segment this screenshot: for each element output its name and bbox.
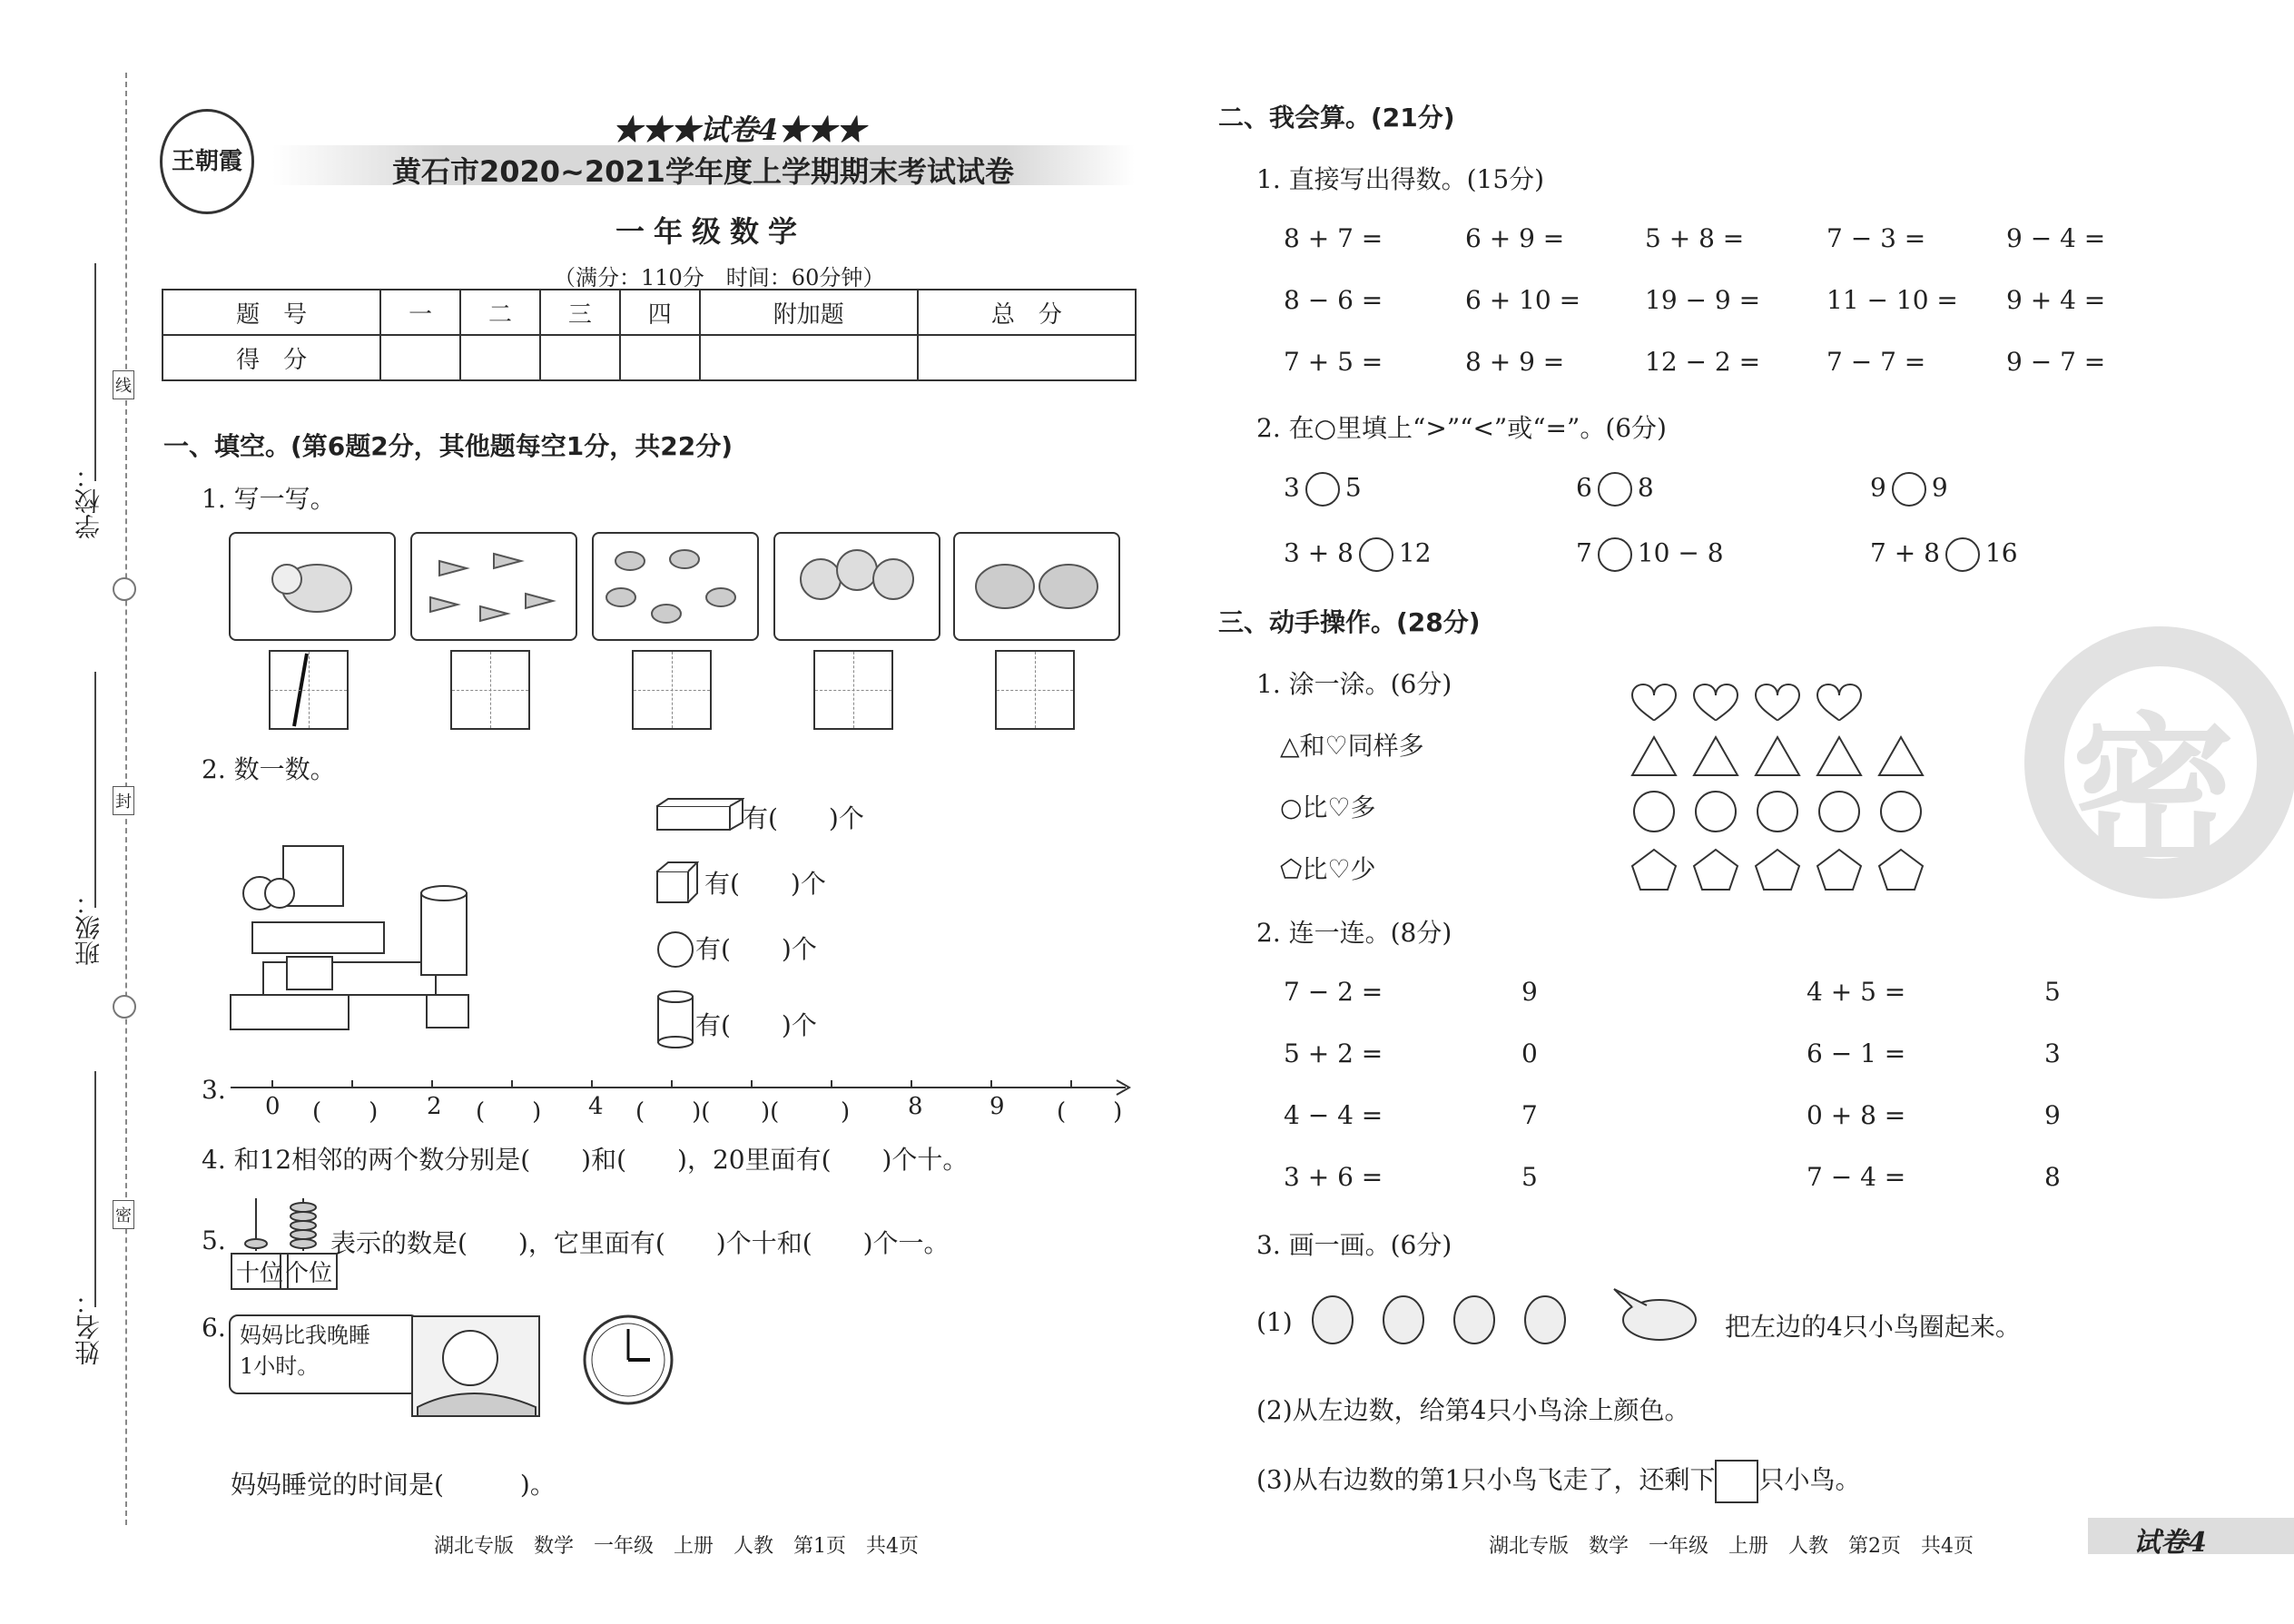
heart-shape [1632, 684, 1676, 721]
nl-blank[interactable]: )( [737, 1098, 780, 1126]
binding-hole-icon [113, 995, 136, 1019]
nl-label: 9 [989, 1093, 1005, 1120]
triangle-shape [1632, 737, 1676, 775]
match-left-expr[interactable]: 3 + 6 = [1284, 1162, 1383, 1192]
q6-label: 6. [202, 1313, 226, 1343]
compare-item [1284, 472, 1362, 507]
compare-circle[interactable] [1359, 537, 1393, 572]
heart-shape [1756, 684, 1799, 721]
writing-grid-1[interactable] [269, 650, 349, 730]
compare-right: 10 − 8 [1637, 537, 1724, 568]
q3-3-text [1256, 1460, 1861, 1503]
class-blank [94, 672, 96, 908]
compare-right: 16 [1984, 537, 2018, 568]
q5-text: 表示的数是( )，它里面有( )个十和( )个一。 [330, 1228, 950, 1258]
cube-count: 有( )个 [704, 869, 826, 899]
match-left-num[interactable]: 0 [1521, 1038, 1538, 1068]
cylinder-icon [655, 989, 695, 1049]
binding-hole-icon [113, 577, 136, 601]
sheep-picture [229, 532, 396, 641]
pentagon-shape [1632, 850, 1676, 890]
compare-right: 12 [1398, 537, 1432, 568]
score-table [162, 289, 1137, 381]
block-stack-figure [227, 835, 508, 1044]
bears-picture [773, 532, 940, 641]
calc-item[interactable]: 9 − 7 = [2006, 347, 2106, 377]
match-left-expr[interactable]: 5 + 2 = [1284, 1038, 1383, 1068]
q3-3-suffix: 只小鸟。 [1758, 1464, 1861, 1495]
score-header: 总 分 [918, 290, 1136, 335]
q3-2-text: (2)从左边数，给第4只小鸟涂上颜色。 [1256, 1395, 1690, 1425]
abacus-icon [231, 1195, 330, 1255]
match-left-expr[interactable]: 7 − 2 = [1284, 977, 1383, 1007]
compare-circle[interactable] [1598, 537, 1632, 572]
calc-item[interactable]: 19 − 9 = [1645, 285, 1761, 315]
compare-left: 9 [1870, 472, 1886, 503]
calc-item[interactable]: 9 + 4 = [2006, 285, 2106, 315]
calc-item[interactable]: 8 − 6 = [1284, 285, 1383, 315]
compare-item [1284, 537, 1432, 572]
class-label: 班级： [74, 890, 103, 966]
s2-q2-label: 2. 在○里填上“>”“<”或“=”。(6分) [1256, 413, 1667, 443]
score-header: 附加题 [700, 290, 918, 335]
compare-circle[interactable] [1305, 472, 1340, 507]
score-header: 一 [380, 290, 460, 335]
match-right-expr[interactable]: 6 − 1 = [1807, 1038, 1906, 1068]
writing-grid-4[interactable] [813, 650, 893, 730]
cuboid-count: 有( )个 [743, 803, 864, 833]
calc-item[interactable]: 7 + 5 = [1284, 347, 1383, 377]
compare-circle[interactable] [1892, 472, 1926, 507]
circle-shape [1819, 792, 1859, 832]
match-right-num[interactable]: 3 [2044, 1038, 2061, 1068]
compare-right: 5 [1344, 472, 1362, 503]
answer-box[interactable] [1715, 1460, 1758, 1503]
calc-item[interactable]: 12 − 2 = [1645, 347, 1761, 377]
triangle-shape [1756, 737, 1799, 775]
score-header: 四 [620, 290, 700, 335]
q1-label: 1. 写一写。 [202, 484, 336, 514]
calc-item[interactable]: 9 − 4 = [2006, 223, 2106, 253]
match-right-num[interactable]: 5 [2044, 977, 2061, 1007]
compare-left: 7 [1576, 537, 1592, 568]
nl-blank[interactable]: ( ) [312, 1098, 379, 1126]
writing-grid-2[interactable] [450, 650, 530, 730]
compare-left: 7 + 8 [1870, 537, 1940, 568]
compare-left: 3 [1284, 472, 1300, 503]
name-blank [94, 1071, 96, 1307]
q4-text: 4. 和12相邻的两个数分别是( )和( )，20里面有( )个十。 [202, 1145, 969, 1175]
paper-badge: ★★★试卷4★★★ [613, 113, 866, 147]
fish-picture [592, 532, 759, 641]
nl-blank[interactable]: ( ) [1057, 1098, 1123, 1126]
match-left-num[interactable]: 5 [1521, 1162, 1538, 1192]
nl-label: 8 [908, 1093, 923, 1120]
subject-title: 一年级数学 [615, 214, 807, 249]
pentagon-shape [1694, 850, 1738, 890]
score-header: 题 号 [162, 290, 380, 335]
compare-left: 3 + 8 [1284, 537, 1354, 568]
footer-left: 湖北专版 数学 一年级 上册 人教 第1页 共4页 [434, 1535, 919, 1558]
cylinder-count: 有( )个 [695, 1010, 817, 1040]
nl-label: 2 [427, 1093, 442, 1120]
compare-item [1576, 472, 1654, 507]
bubble-line: 1小时。 [240, 1353, 320, 1379]
pentagon-shape [1879, 850, 1923, 890]
score-cell[interactable] [540, 335, 620, 380]
score-cell[interactable] [700, 335, 918, 380]
sleeping-girl-picture [409, 1307, 545, 1434]
calc-item[interactable]: 6 + 9 = [1465, 223, 1565, 253]
calc-item[interactable]: 6 + 10 = [1465, 285, 1581, 315]
watermark-text: 密 [2072, 699, 2236, 889]
paper-meta: （满分：110分 时间：60分钟） [554, 265, 885, 290]
match-right-num[interactable]: 8 [2044, 1162, 2061, 1192]
abacus-ones-label: 个位 [280, 1253, 338, 1290]
pentagon-shape [1817, 850, 1861, 890]
match-right-expr[interactable]: 4 + 5 = [1807, 977, 1906, 1007]
circle-shape [1881, 792, 1921, 832]
score-cell[interactable] [918, 335, 1136, 380]
name-label: 姓名： [74, 1289, 103, 1365]
score-cell[interactable] [460, 335, 540, 380]
color-instruction: △和♡同样多 [1280, 731, 1424, 761]
triangle-shape [1817, 737, 1861, 775]
s3-q2-label: 2. 连一连。(8分) [1256, 918, 1452, 948]
s2-q1-label: 1. 直接写出得数。(15分) [1256, 164, 1545, 194]
match-left-num[interactable]: 9 [1521, 977, 1538, 1007]
brand-logo: 王朝霞 [160, 109, 254, 214]
sphere-icon [655, 930, 695, 969]
calc-item[interactable]: 8 + 9 = [1465, 347, 1565, 377]
paper-title: 黄石市2020~2021学年度上学期期末考试试卷 [392, 154, 1014, 189]
compare-circle[interactable] [1945, 537, 1980, 572]
color-instruction: ○比♡多 [1280, 792, 1376, 822]
score-header: 二 [460, 290, 540, 335]
clock-icon [581, 1313, 675, 1407]
triangle-shape [1879, 737, 1923, 775]
compare-item [1870, 537, 2018, 572]
q3-label: 3. [202, 1075, 226, 1105]
compare-item [1870, 472, 1948, 507]
nl-blank[interactable]: ) [817, 1098, 851, 1126]
section2-title: 二、我会算。(21分) [1218, 103, 1455, 133]
cube-icon [655, 861, 699, 906]
pentagon-shape [1756, 850, 1799, 890]
calc-item[interactable]: 8 + 7 = [1284, 223, 1383, 253]
heart-shape [1694, 684, 1738, 721]
sphere-count: 有( )个 [695, 934, 817, 964]
seal-mark: 封 [113, 786, 134, 815]
birds-row-figure[interactable] [1296, 1280, 1723, 1353]
q2-label: 2. 数一数。 [202, 754, 336, 784]
bubble-line: 妈妈比我晚睡 [240, 1323, 370, 1348]
footer-right: 湖北专版 数学 一年级 上册 人教 第2页 共4页 [1489, 1535, 1974, 1558]
score-header: 三 [540, 290, 620, 335]
section1-title: 一、填空。(第6题2分，其他题每空1分，共22分) [163, 431, 733, 461]
calc-item[interactable]: 7 − 3 = [1826, 223, 1926, 253]
match-right-expr[interactable]: 0 + 8 = [1807, 1100, 1906, 1130]
nl-label: 4 [588, 1093, 604, 1120]
s3-q3-label: 3. 画一画。(6分) [1256, 1230, 1452, 1260]
q6-answer: 妈妈睡觉的时间是( )。 [231, 1470, 556, 1500]
writing-grid-5[interactable] [995, 650, 1075, 730]
q3-3-prefix: (3)从右边数的第1只小鸟飞走了，还剩下 [1256, 1464, 1716, 1495]
heart-shape [1817, 684, 1861, 721]
line-mark: 线 [113, 370, 134, 399]
calc-item[interactable]: 7 − 7 = [1826, 347, 1926, 377]
score-cell[interactable] [380, 335, 460, 380]
writing-grid-3[interactable] [632, 650, 712, 730]
q3-1-label: (1) [1256, 1307, 1293, 1337]
school-blank [94, 263, 96, 481]
birds-picture [410, 532, 577, 641]
s3-q1-label: 1. 涂一涂。(6分) [1256, 669, 1452, 699]
triangle-shape [1694, 737, 1738, 775]
circle-shape [1696, 792, 1736, 832]
compare-right: 8 [1637, 472, 1654, 503]
cuboid-icon [655, 797, 744, 832]
color-instruction: ⬠比♡少 [1280, 854, 1376, 884]
match-right-num[interactable]: 9 [2044, 1100, 2061, 1130]
speech-bubble [229, 1314, 419, 1394]
section3-title: 三、动手操作。(28分) [1218, 607, 1481, 637]
compare-item [1576, 537, 1724, 572]
match-right-expr[interactable]: 7 − 4 = [1807, 1162, 1906, 1192]
score-cell[interactable] [620, 335, 700, 380]
school-label: 学校： [74, 463, 103, 539]
shapes-coloring-figure[interactable] [1630, 672, 1939, 899]
nl-label: 0 [265, 1093, 281, 1120]
compare-right: 9 [1931, 472, 1948, 503]
circle-shape [1634, 792, 1674, 832]
footer-tag: 试卷4 [2133, 1527, 2207, 1559]
score-row-label: 得 分 [162, 335, 380, 380]
nl-blank[interactable]: ( ) [476, 1098, 542, 1126]
secret-mark: 密 [113, 1200, 134, 1229]
circle-shape [1757, 792, 1797, 832]
elephants-picture [953, 532, 1120, 641]
match-left-num[interactable]: 7 [1521, 1100, 1538, 1130]
nl-blank[interactable]: ( )( [635, 1098, 711, 1126]
compare-left: 6 [1576, 472, 1592, 503]
compare-circle[interactable] [1598, 472, 1632, 507]
q3-1-text: 把左边的4只小鸟圈起来。 [1725, 1312, 2021, 1342]
abacus-tens-label: 十位 [231, 1253, 289, 1290]
q5-label: 5. [202, 1225, 226, 1255]
calc-item[interactable]: 5 + 8 = [1645, 223, 1745, 253]
calc-item[interactable]: 11 − 10 = [1826, 285, 1958, 315]
match-left-expr[interactable]: 4 − 4 = [1284, 1100, 1383, 1130]
